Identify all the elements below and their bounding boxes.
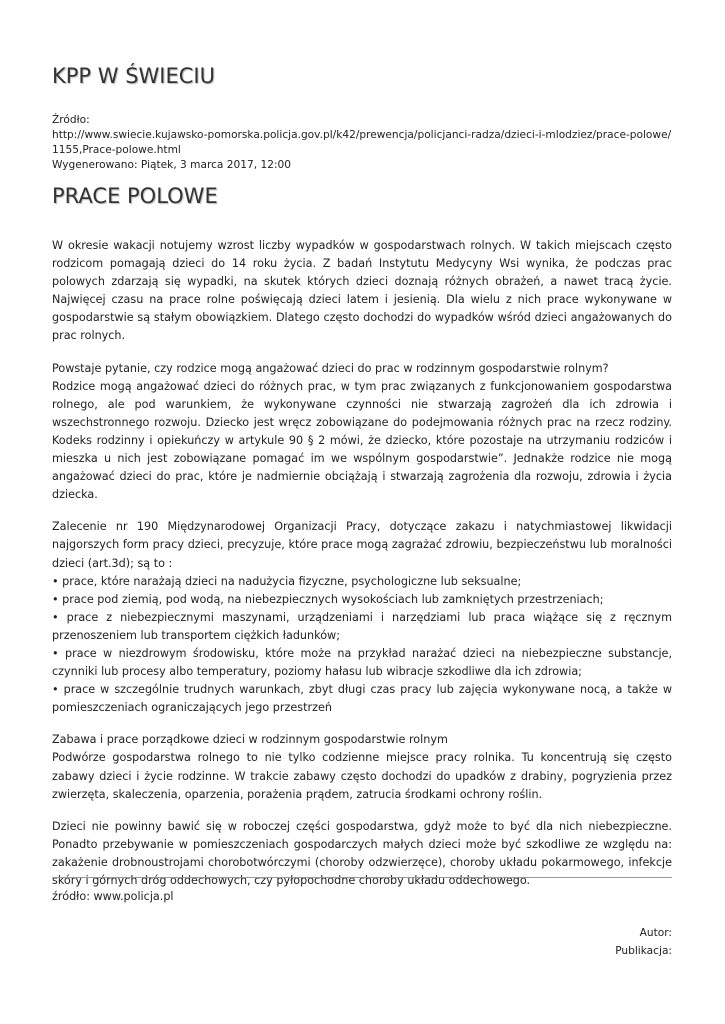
list-item: • prace w niezdrowym środowisku, które może na przykład narażać dzieci na niebezpieczne substancje, czynniki lub procesy albo temperatury, poziomy hałasu lub wibracje szkodliwe dla ich zdrowia; — [52, 646, 672, 679]
paragraph-intro — [52, 237, 672, 346]
paragraph-line: W okresie wakacji notujemy wzrost liczby wypadków w gospodarstwach rolnych. W takich miejscach często rodzicom pomagają dzieci do 14 roku życia. Z badań Instytutu Medycyny Wsi wynika, że podczas prac polowych zdarzają się wypadki, na skutek których dzieci doznają różnych obrażeń, a nawet tracą życie. Najwięcej czasu na prace rolne poświęcają dzieci latem i jesienią. Dla wielu z nich prace wykonywane w gospodarstwie są stałym obowiązkiem. Dlatego często dochodzi do wypadków wśród dzieci angażowanych do prac rolnych. — [52, 239, 672, 343]
list-item: • prace z niebezpiecznymi maszynami, urządzeniami i narzędziami lub praca wiążące się z ręcznym przenoszeniem lub transportem ciężkich ładunków; — [52, 610, 672, 642]
source-note: źródło: www.policja.pl — [52, 890, 174, 903]
section-heading: Zabawa i prace porządkowe dzieci w rodzinnym gospodarstwie rolnym — [52, 733, 448, 747]
article-title: PRACE POLOWE — [52, 184, 218, 208]
paragraph-question: Powstaje pytanie, czy rodzice mogą angażować dzieci do prac w rodzinnym gospodarstwie rolnym? — [52, 361, 609, 375]
footer-meta — [615, 924, 672, 960]
generated-date: Wygenerowano: Piątek, 3 marca 2017, 12:00 — [52, 159, 292, 171]
paragraph-line: Podwórze gospodarstwa rolnego to nie tylko codzienne miejsce pracy rolnika. Tu koncentrują się często zabawy dzieci i życie rodzinne. W trakcie zabawy często dochodzi do upadków z drabiny, pogryzienia przez zwierzęta, skaleczenia, oparzenia, porażenia prądem, zatrucia środkami ochrony roślin. — [52, 751, 672, 801]
source-label: Źródło: — [52, 114, 90, 126]
article-body — [52, 237, 672, 904]
paragraph-play — [52, 731, 672, 803]
paragraph-recommendation — [52, 518, 672, 717]
list-item: • prace pod ziemią, pod wodą, na niebezpiecznych wysokościach lub zamkniętych przestrzeniach; — [52, 592, 604, 606]
publication-label: Publikacja: — [615, 945, 672, 957]
list-item: • prace w szczególnie trudnych warunkach, zbyt długi czas pracy lub zajęcia wykonywane nocą, a także w pomieszczeniach ograniczających jego przestrzeń — [52, 683, 672, 715]
paragraph-line: Zalecenie nr 190 Międzynarodowej Organizacji Pracy, dotyczące zakazu i natychmiastowej likwidacji najgorszych form pracy dzieci, precyzuje, które prace mogą zagrażać zdrowiu, bezpieczeństwu lub moralności dzieci (art.3d); są to : — [52, 520, 672, 570]
paragraph-line: Rodzice mogą angażować dzieci do różnych prac, w tym prac związanych z funkcjonowaniem gospodarstwa rolnego, ale pod warunkiem, że wykonywane czynności nie stwarzają zagrożeń dla ich zdrowia i wszechstronnego rozwoju. Dziecko jest wręcz zobowiązane do podejmowania różnych prac na rzecz rodziny. Kodeks rodzinny i opiekuńczy w artykule 90 § 2 mówi, że dziecko, które pozostaje na utrzymaniu rodziców i mieszka u nich jest zobowiązane pomagać im we wspólnym gospodarstwie”. Jednakże rodzice nie mogą angażować dzieci do prac, które je nadmiernie obciążają i stwarzają zagrożenia dla rozwoju, zdrowia i życia dziecka. — [52, 379, 672, 502]
paragraph-dangers — [52, 818, 672, 890]
paragraph-parents — [52, 360, 672, 505]
author-label: Autor: — [639, 927, 672, 939]
source-meta — [52, 113, 672, 173]
source-url: http://www.swiecie.kujawsko-pomorska.policja.gov.pl/k42/prewencja/policjanci-radza/dzieci-i-mlodziez/prace-polowe/1155,Prace-polowe.html — [52, 129, 672, 156]
site-title: KPP W ŚWIECIU — [52, 64, 215, 88]
list-item: • prace, które narażają dzieci na nadużycia fizyczne, psychologiczne lub seksualne; — [52, 574, 522, 588]
divider — [52, 877, 672, 878]
paragraph-line: Dzieci nie powinny bawić się w roboczej części gospodarstwa, gdyż może to być dla nich niebezpieczne. Ponadto przebywanie w pomieszczeniach gospodarczych małych dzieci może być szkodliwe ze względu na: zakażenie drobnoustrojami chorobotwórczymi (choroby odzwierzęce), choroby układu pokarmowego, infekcje skóry i górnych dróg oddechowych, czy pyłopochodne choroby układu oddechowego. — [52, 819, 672, 887]
